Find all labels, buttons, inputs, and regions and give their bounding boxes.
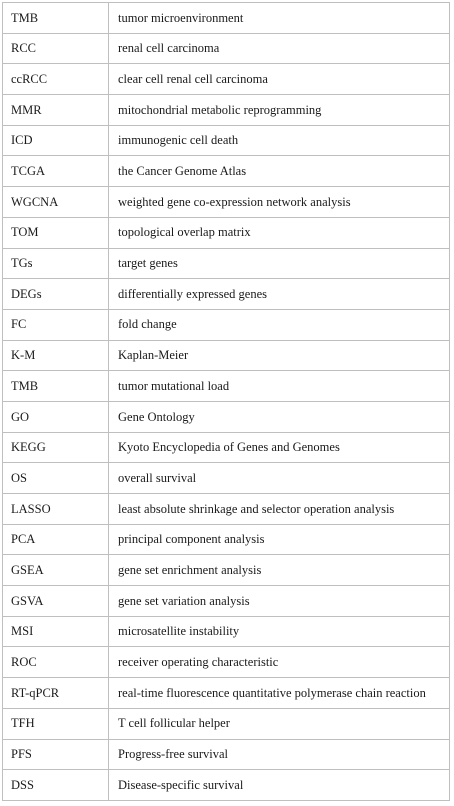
abbreviation-cell: ROC <box>3 647 109 678</box>
abbreviation-cell: TMB <box>3 371 109 402</box>
definition-cell: microsatellite instability <box>109 616 450 647</box>
abbreviation-cell: TOM <box>3 217 109 248</box>
definition-cell: fold change <box>109 309 450 340</box>
abbreviation-cell: KEGG <box>3 432 109 463</box>
table-row <box>3 770 450 801</box>
definition-cell: immunogenic cell death <box>109 125 450 156</box>
table-row <box>3 371 450 402</box>
definition-cell: real-time fluorescence quantitative polymerase chain reaction <box>109 678 450 709</box>
definition-cell: overall survival <box>109 463 450 494</box>
table-row <box>3 64 450 95</box>
table-row <box>3 217 450 248</box>
table-row <box>3 555 450 586</box>
table-row <box>3 279 450 310</box>
definition-cell: principal component analysis <box>109 524 450 555</box>
definition-cell: Kaplan-Meier <box>109 340 450 371</box>
definition-cell: renal cell carcinoma <box>109 33 450 64</box>
abbreviation-cell: TMB <box>3 3 109 34</box>
definition-cell: the Cancer Genome Atlas <box>109 156 450 187</box>
definition-cell: Gene Ontology <box>109 401 450 432</box>
abbreviation-cell: PCA <box>3 524 109 555</box>
abbreviation-cell: GSEA <box>3 555 109 586</box>
definition-cell: differentially expressed genes <box>109 279 450 310</box>
abbreviation-cell: LASSO <box>3 494 109 525</box>
table-row <box>3 95 450 126</box>
table-row <box>3 586 450 617</box>
abbreviation-cell: DEGs <box>3 279 109 310</box>
abbreviation-cell: WGCNA <box>3 187 109 218</box>
abbreviation-cell: RCC <box>3 33 109 64</box>
abbreviation-cell: PFS <box>3 739 109 770</box>
table-row <box>3 494 450 525</box>
abbreviation-cell: TFH <box>3 708 109 739</box>
abbreviation-cell: GSVA <box>3 586 109 617</box>
table-row <box>3 340 450 371</box>
definition-cell: T cell follicular helper <box>109 708 450 739</box>
table-row <box>3 647 450 678</box>
definition-cell: weighted gene co-expression network analysis <box>109 187 450 218</box>
table-row <box>3 401 450 432</box>
table-row <box>3 524 450 555</box>
abbreviation-cell: K-M <box>3 340 109 371</box>
definition-cell: gene set enrichment analysis <box>109 555 450 586</box>
definition-cell: least absolute shrinkage and selector operation analysis <box>109 494 450 525</box>
table-row <box>3 708 450 739</box>
abbreviation-cell: MMR <box>3 95 109 126</box>
abbreviation-cell: OS <box>3 463 109 494</box>
definition-cell: topological overlap matrix <box>109 217 450 248</box>
definition-cell: gene set variation analysis <box>109 586 450 617</box>
definition-cell: Disease-specific survival <box>109 770 450 801</box>
abbreviation-cell: FC <box>3 309 109 340</box>
abbreviation-cell: DSS <box>3 770 109 801</box>
abbreviation-cell: RT-qPCR <box>3 678 109 709</box>
abbreviation-cell: ICD <box>3 125 109 156</box>
table-row <box>3 432 450 463</box>
abbreviation-cell: ccRCC <box>3 64 109 95</box>
table-row <box>3 678 450 709</box>
abbreviation-table-body <box>3 3 450 801</box>
definition-cell: clear cell renal cell carcinoma <box>109 64 450 95</box>
definition-cell: tumor mutational load <box>109 371 450 402</box>
table-row <box>3 33 450 64</box>
abbreviation-cell: TGs <box>3 248 109 279</box>
definition-cell: tumor microenvironment <box>109 3 450 34</box>
table-row <box>3 739 450 770</box>
table-row <box>3 616 450 647</box>
definition-cell: receiver operating characteristic <box>109 647 450 678</box>
definition-cell: target genes <box>109 248 450 279</box>
table-row <box>3 187 450 218</box>
table-row <box>3 156 450 187</box>
table-row <box>3 463 450 494</box>
abbreviation-cell: TCGA <box>3 156 109 187</box>
table-row <box>3 3 450 34</box>
table-row <box>3 248 450 279</box>
abbreviation-cell: GO <box>3 401 109 432</box>
abbreviation-table <box>2 2 450 801</box>
abbreviation-cell: MSI <box>3 616 109 647</box>
definition-cell: Kyoto Encyclopedia of Genes and Genomes <box>109 432 450 463</box>
table-row <box>3 125 450 156</box>
definition-cell: Progress-free survival <box>109 739 450 770</box>
table-row <box>3 309 450 340</box>
definition-cell: mitochondrial metabolic reprogramming <box>109 95 450 126</box>
